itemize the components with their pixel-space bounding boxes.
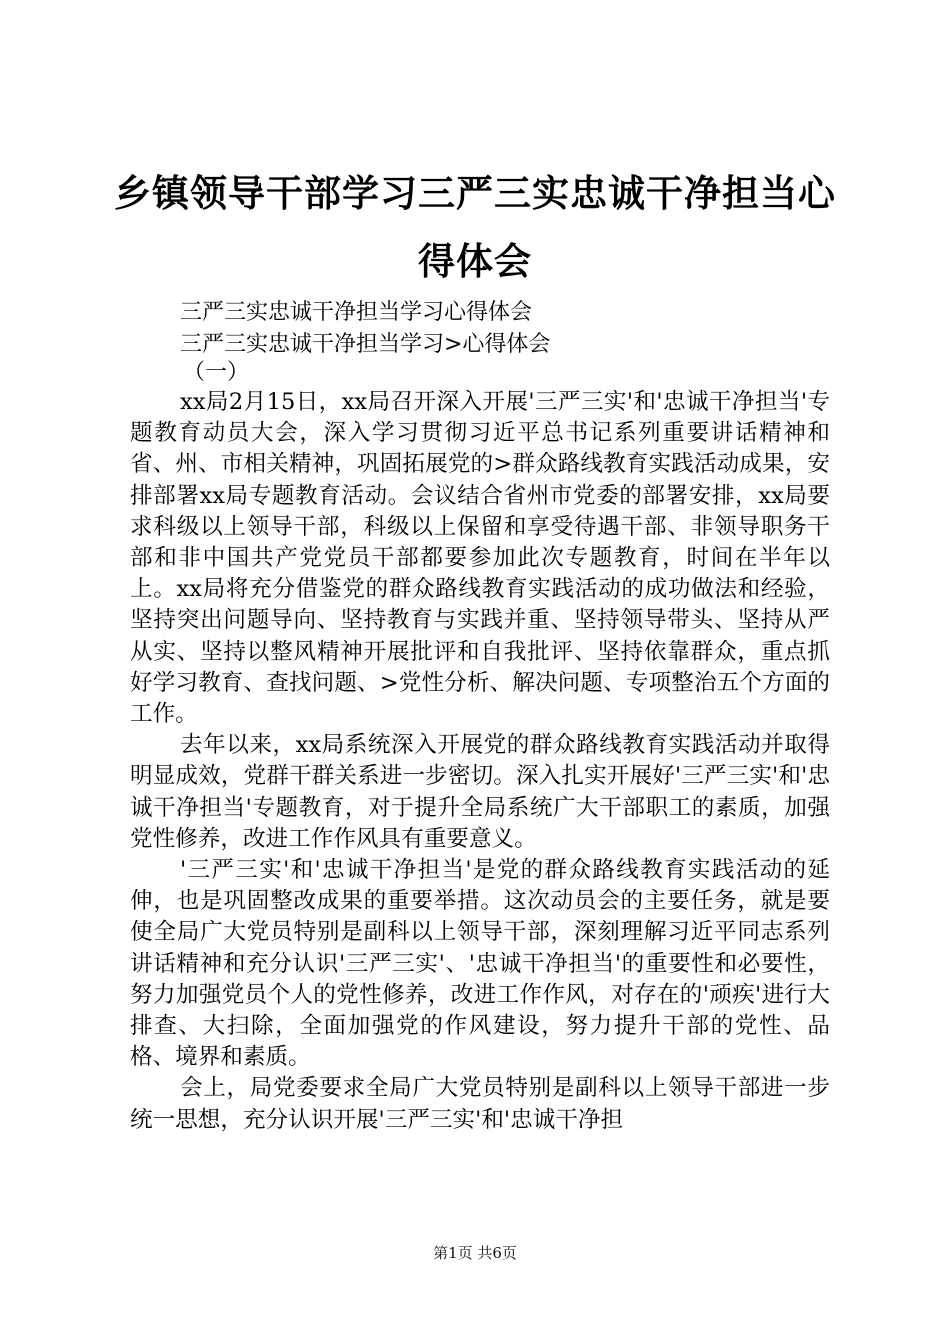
section-marker: （一） xyxy=(183,360,250,385)
page-footer: 第1页 共6页 xyxy=(433,1244,517,1262)
subtitle-line-1: 三严三实忠诚干净担当学习心得体会 xyxy=(180,300,533,325)
paragraph: '三严三实'和'忠诚干净担当'是党的群众路线教育实践活动的延伸，也是巩固整改成果的重要举措。这次动员会的主要任务，就是要使全局广大党员特别是副科以上领导干部，深刻理解习近平同志系列讲话精神和充分认识'三严三实'、'忠诚干净担当'的重要性和必要性，努力加强党员个人的党性修养，改进工作作风，对存在的'顽疾'进行大排查、大扫除，全面加强党的作风建设，努力提升干部的党性、品格、境界和素质。 xyxy=(130,857,830,1071)
subtitle-line-2: 三严三实忠诚干净担当学习>心得体会 xyxy=(180,332,551,357)
paragraph: 会上，局党委要求全局广大党员特别是副科以上领导干部进一步统一思想，充分认识开展'三严三实'和'忠诚干净担 xyxy=(130,1075,830,1133)
paragraph: 去年以来，xx局系统深入开展党的群众路线教育实践活动并取得明显成效，党群干群关系进一步密切。深入扎实开展好'三严三实'和'忠诚干净担当'专题教育，对于提升全局系统广大干部职工的素质，加强党性修养，改进工作作风具有重要意义。 xyxy=(130,732,830,852)
document-body xyxy=(130,387,830,1136)
paragraph: xx局2月15日，xx局召开深入开展'三严三实'和'忠诚干净担当'专题教育动员大会，深入学习贯彻习近平总书记系列重要讲话精神和省、州、市相关精神，巩固拓展党的>群众路线教育实践活动成果，安排部署xx局专题教育活动。会议结合省州市党委的部署安排，xx局要求科级以上领导干部，科级以上保留和享受待遇干部、非领导职务干部和非中国共产党党员干部都要参加此次专题教育，时间在半年以上。xx局将充分借鉴党的群众路线教育实践活动的成功做法和经验，坚持突出问题导向、坚持教育与实践并重、坚持领导带头、坚持从严从实、坚持以整风精神开展批评和自我批评、坚持依靠群众，重点抓好学习教育、查找问题、>党性分析、解决问题、专项整治五个方面的工作。 xyxy=(130,389,830,728)
document-title: 乡镇领导干部学习三严三实忠诚干净担当心得体会 xyxy=(114,172,836,283)
